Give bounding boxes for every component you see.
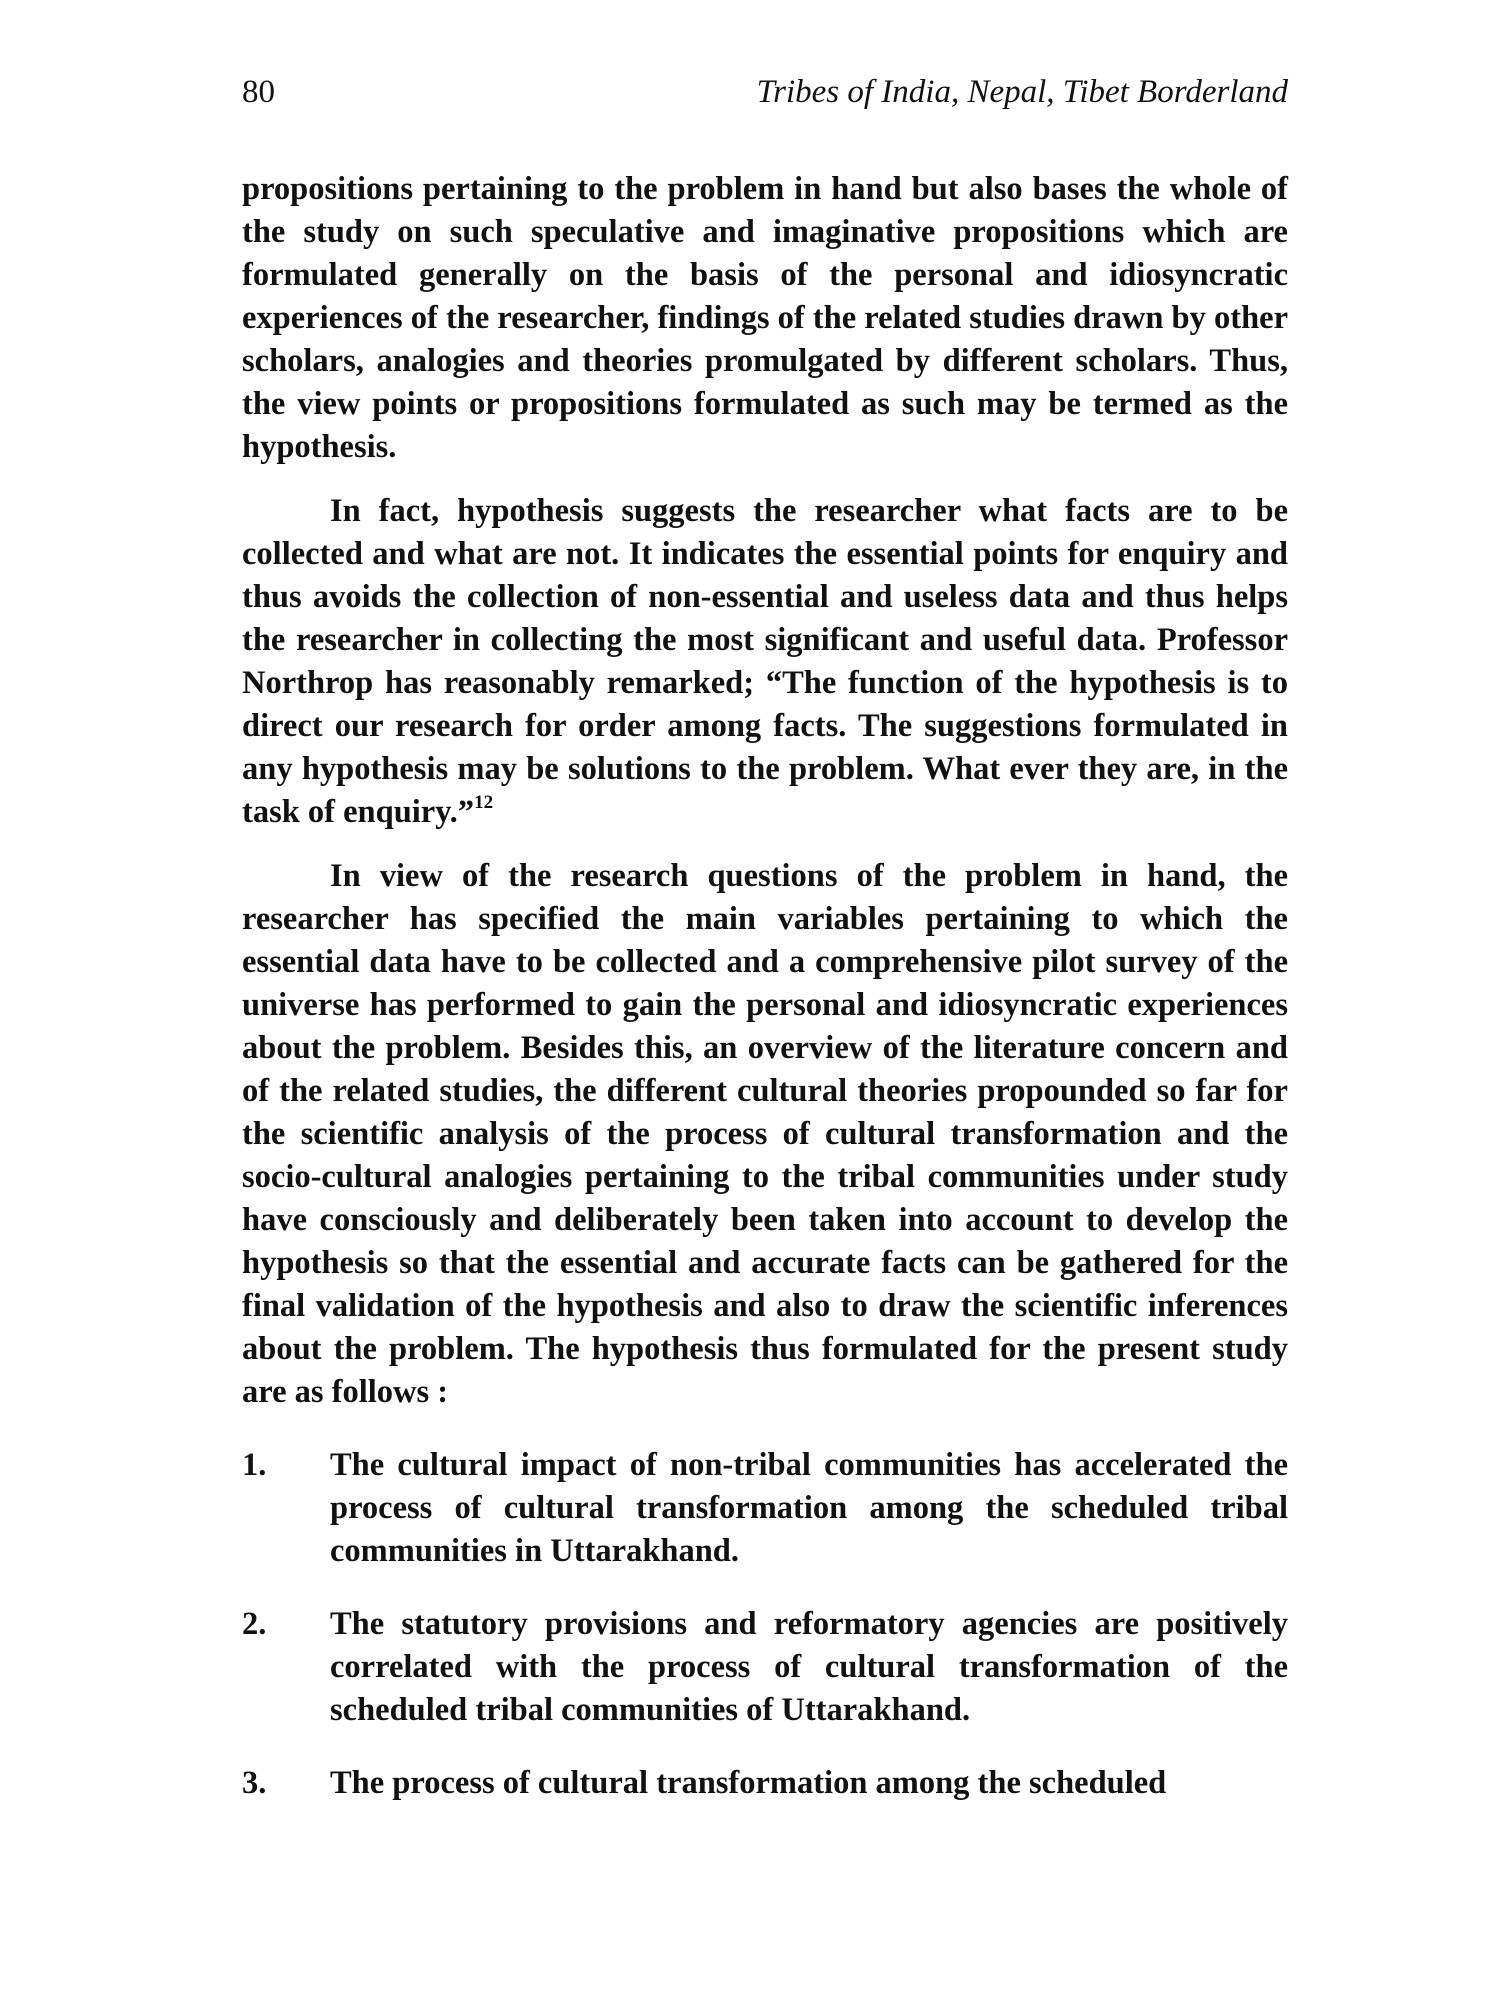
hypotheses-list: [242, 1444, 1288, 1805]
list-text: The cultural impact of non-tribal communities has accelerated the process of cultural transformation among the scheduled tribal communities in Uttarakhand.: [330, 1447, 1288, 1569]
list-text: The statutory provisions and reformatory agencies are positively correlated with the process of cultural transformation of the scheduled tribal communities of Uttarakhand.: [330, 1606, 1288, 1728]
list-item: [242, 1762, 1288, 1805]
page-number: 80: [242, 74, 275, 110]
paragraph-hypothesis-role: [242, 490, 1288, 834]
list-item: [242, 1444, 1288, 1573]
list-item: [242, 1603, 1288, 1732]
paragraph-research-questions: In view of the research questions of the problem in hand, the researcher has specified the main variables pertaining to which the essential data have to be collected and a comprehensive pilot survey of the universe has performed to gain the personal and idiosyncratic experiences about the problem. Besides this, an overview of the literature concern and of the related studies, the different cultural theories propounded so far for the scientific analysis of the process of cultural transformation and the socio-cultural analogies pertaining to the tribal communities under study have consciously and deliberately been taken into account to develop the hypothesis so that the essential and accurate facts can be gathered for the final validation of the hypothesis and also to draw the scientific inferences about the problem. The hypothesis thus formulated for the present study are as follows :: [242, 858, 1288, 1410]
page-body: [242, 168, 1288, 1835]
list-number: 2.: [242, 1606, 267, 1642]
page-header: [242, 72, 1288, 122]
footnote-marker: 12: [474, 792, 494, 813]
paragraph-continuation: propositions pertaining to the problem in hand but also bases the whole of the study on such speculative and imaginative propositions which are formulated generally on the basis of the personal and idiosyncratic experiences of the researcher, findings of the related studies drawn by other scholars, analogies and theories promulgated by different scholars. Thus, the view points or propositions formulated as such may be termed as the hypothesis.: [242, 171, 1288, 465]
running-title: Tribes of India, Nepal, Tibet Borderland: [756, 74, 1288, 110]
list-text: The process of cultural transformation among the scheduled: [330, 1765, 1167, 1801]
paragraph-text: In fact, hypothesis suggests the researcher what facts are to be collected and what are not. It indicates the essential points for enquiry and thus avoids the collection of non-essential and useless data and thus helps the researcher in collecting the most significant and useful data. Professor Northrop has reasonably remarked; “The function of the hypothesis is to direct our research for order among facts. The suggestions formulated in any hypothesis may be solutions to the problem. What ever they are, in the task of enquiry.”: [242, 493, 1288, 830]
list-number: 3.: [242, 1765, 267, 1801]
list-number: 1.: [242, 1447, 267, 1483]
